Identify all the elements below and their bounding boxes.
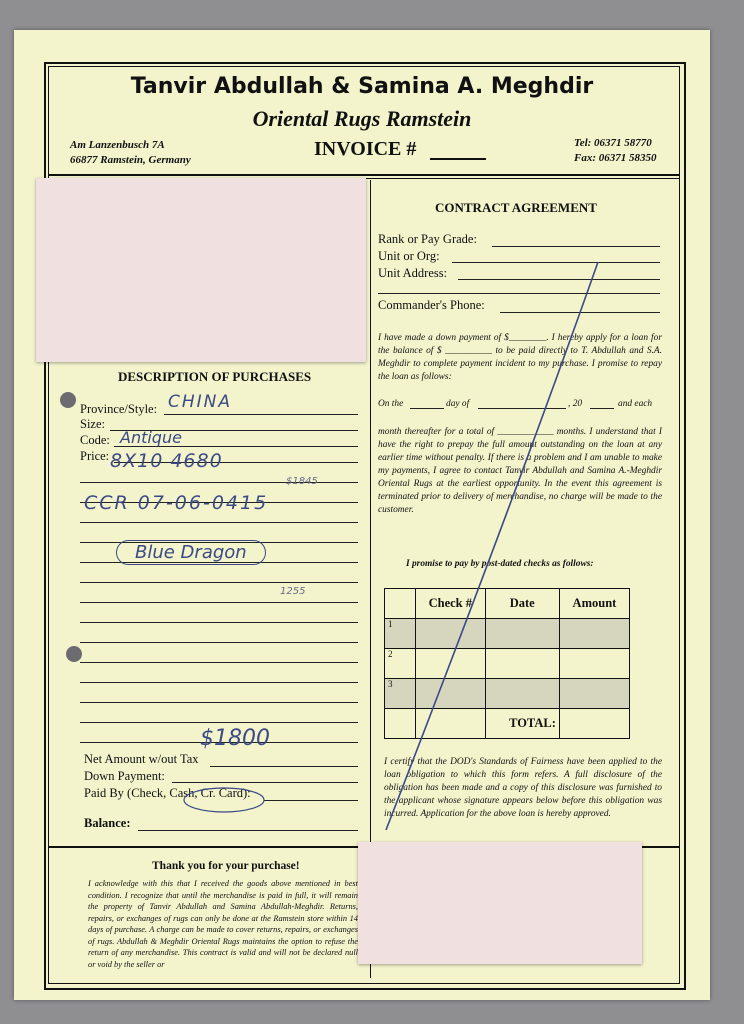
checks-promise: I promise to pay by post-dated checks as follows: — [406, 559, 594, 569]
price-label: Price: — [80, 449, 110, 463]
address-line-1: Am Lanzenbusch 7A — [70, 139, 165, 151]
net-amount-label: Net Amount w/out Tax — [84, 752, 199, 766]
pen-circle — [184, 788, 264, 812]
acknowledgement-paragraph: I acknowledge with this that I received the goods above mentioned in best condition. I recognize that until the merchandise is paid in full, it will remain the property of Tanvir Abdullah and Samina Abdullah-Meghdir. Returns, repairs, or exchanges of rugs can only be done at the Ramstein store within 14 days of purchase. A charge can be made to cover returns, repairs, or exchanges of rugs. Abdullah & Meghdir Oriental Rugs maintains the option to refuse the return of any merchandise. This contract is valid and will not be declared null or void by the seller or — [88, 879, 358, 969]
balance-label: Balance: — [84, 816, 131, 830]
contract-title: CONTRACT AGREEMENT — [435, 200, 597, 215]
row-number: 3 — [385, 679, 416, 709]
purchases-title: DESCRIPTION OF PURCHASES — [118, 369, 312, 384]
invoice-label: INVOICE # — [314, 138, 417, 160]
row-number: 2 — [385, 649, 416, 679]
amount-header: Amount — [559, 589, 629, 619]
certify-paragraph: I certify that the DOD's Standards of Fairness have been applied to the loan obligation to which this form refers. A full disclosure of the obligation has been made and a copy of this disclosure was furnished to the applicant whose signature appears below before this obligation was incurred. Application for the above loan is hereby approved. — [384, 757, 662, 819]
handwritten-note-1: $1845 — [286, 476, 318, 487]
unit-label: Unit or Org: — [378, 249, 440, 263]
business-name: Oriental Rugs Ramstein — [252, 106, 472, 131]
day-of-label: day of — [446, 399, 470, 409]
fax: Fax: 06371 58350 — [574, 152, 657, 164]
check-header: Check # — [416, 589, 486, 619]
on-the-label: On the — [378, 399, 404, 409]
paid-by-label: Paid By (Check, Cash, Cr. Card): — [84, 786, 251, 800]
owners-heading: Tanvir Abdullah & Samina A. Meghdir — [130, 74, 594, 99]
handwritten-total: $1800 — [200, 726, 270, 751]
year-prefix: , 20 — [568, 399, 583, 409]
handwritten-rug-name: Blue Dragon — [116, 540, 266, 565]
loan-paragraph: I have made a down payment of $________. I hereby apply for a loan for the balance of $ __________ to be paid directly to T. Abdullah and S.A. Meghdir to complete payment incident to my purchase. I promise to repay the loan as follows: — [378, 333, 662, 382]
and-each-label: and each — [618, 399, 653, 409]
unit-address-label: Unit Address: — [378, 266, 448, 280]
handwritten-size-price: 8X10 4680 — [110, 450, 223, 472]
punch-hole-top — [60, 392, 76, 408]
address-line-2: 66877 Ramstein, Germany — [70, 154, 191, 166]
commander-phone-label: Commander's Phone: — [378, 298, 485, 312]
redaction-sticker-bottom — [358, 842, 642, 964]
province-style-label: Province/Style: — [80, 402, 158, 416]
pen-stroke — [386, 262, 598, 830]
thanks-heading: Thank you for your purchase! — [152, 860, 300, 872]
redaction-sticker-top — [36, 178, 366, 362]
handwritten-code: Antique — [120, 428, 182, 447]
date-header: Date — [485, 589, 559, 619]
rank-label: Rank or Pay Grade: — [378, 232, 477, 246]
size-label: Size: — [80, 417, 105, 431]
handwritten-ccr: CCR 07-06-0415 — [84, 492, 269, 514]
row-number: 1 — [385, 619, 416, 649]
code-label: Code: — [80, 433, 110, 447]
handwritten-style: CHINA — [168, 392, 233, 412]
punch-hole-bottom — [66, 646, 82, 662]
telephone: Tel: 06371 58770 — [574, 137, 652, 149]
down-payment-label: Down Payment: — [84, 769, 165, 783]
invoice-paper — [14, 30, 710, 1000]
handwritten-note-2: 1255 — [280, 586, 306, 597]
total-label: TOTAL: — [485, 709, 559, 739]
terms-paragraph: month thereafter for a total of ____________ months. I understand that I have the right to prepay the full amount outstanding on the loan at any earlier time without penalty. If there is a problem and I am unable to make my payments, I agree to contact Tanvir Abdullah and Samina A.-Meghdir Oriental Rugs at the earliest opportunity. In the event this agreement is terminated prior to delivery of merchandise, no charge will be made to the customer. — [378, 427, 662, 515]
